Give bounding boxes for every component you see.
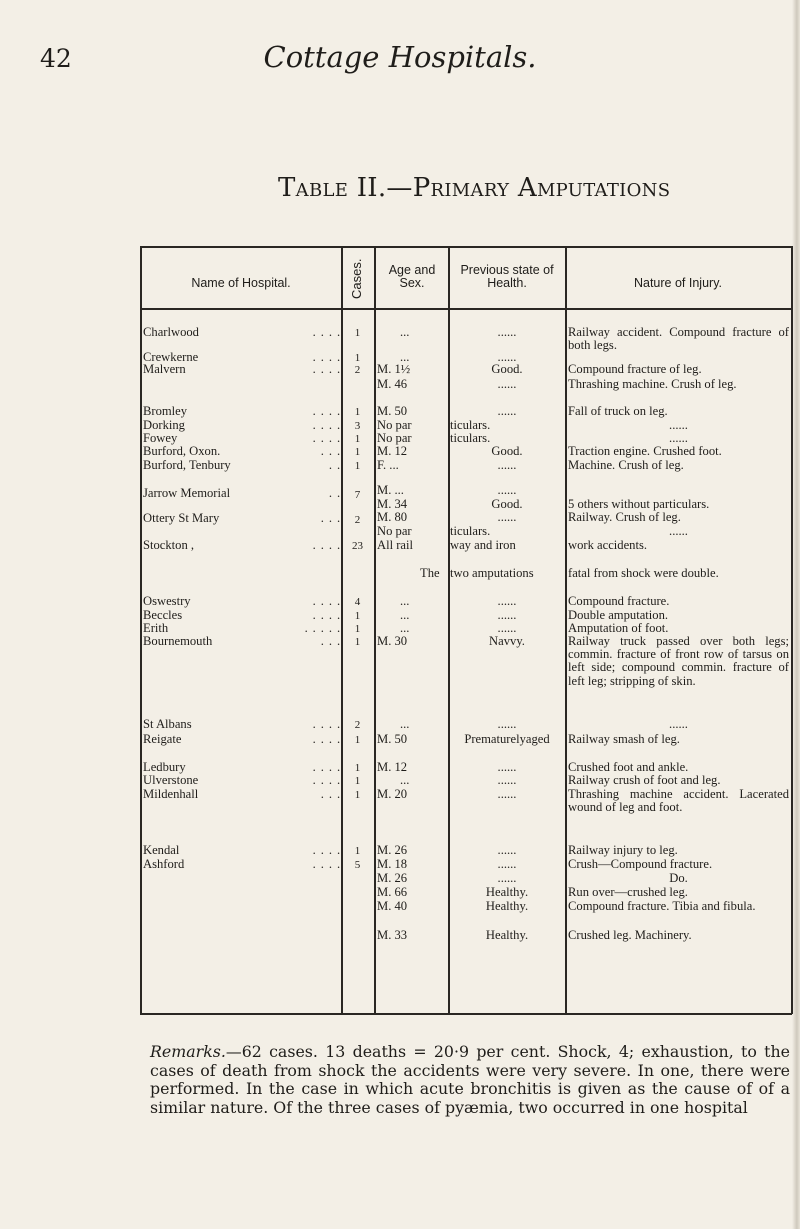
table-row-hospital xyxy=(143,487,341,500)
leader-dots: . . . . xyxy=(312,404,341,418)
injury-cell: Machine. Crush of leg. xyxy=(568,458,684,472)
health-cell: ...... xyxy=(497,608,517,622)
table-row-hospital xyxy=(143,459,341,472)
injury-cell: work accidents. xyxy=(568,538,648,552)
age-cell: ... xyxy=(400,621,410,635)
injury-cell: ...... xyxy=(669,431,688,445)
age-cell: ... xyxy=(400,325,410,339)
health-cell: ...... xyxy=(497,717,517,731)
header-previous-health: Previous state of Health. xyxy=(460,263,554,290)
hospital-name: Bournemouth xyxy=(143,634,213,648)
age-cell: M. 50 xyxy=(377,732,408,746)
cases-cell: 3 xyxy=(354,420,361,432)
hospital-name: Ledbury xyxy=(143,760,186,774)
age-cell: M. 1½ xyxy=(377,362,411,376)
table-row-hospital xyxy=(143,512,341,525)
leader-dots: . . . xyxy=(320,787,341,801)
cases-cell: 1 xyxy=(354,460,361,472)
age-cell: M. 26 xyxy=(377,871,408,885)
age-cell: No par xyxy=(377,524,412,538)
health-cell: Prematurelyaged xyxy=(464,732,550,746)
cases-cell: 1 xyxy=(354,610,361,622)
age-cell: ... xyxy=(400,594,410,608)
table-row-hospital xyxy=(143,733,341,746)
leader-dots: . . . . xyxy=(312,773,341,787)
leader-dots: . . . xyxy=(320,444,341,458)
cases-cell: 2 xyxy=(354,514,361,526)
injury-cell: Railway injury to leg. xyxy=(568,843,678,857)
health-cell: Healthy. xyxy=(485,885,529,899)
age-cell: M. 30 xyxy=(377,634,408,648)
injury-cell: Fall of truck on leg. xyxy=(568,404,668,418)
age-cell: M. ... xyxy=(377,483,404,497)
header-hospital: Name of Hospital. xyxy=(191,276,291,290)
health-cell: Healthy. xyxy=(485,899,529,913)
hospital-name: Ottery St Mary xyxy=(143,511,220,525)
hospital-name: Charlwood xyxy=(143,325,199,339)
health-cell: ...... xyxy=(497,458,517,472)
hospital-name: Burford, Oxon. xyxy=(143,444,221,458)
age-cell: M. 20 xyxy=(377,787,408,801)
header-cases: Cases. xyxy=(349,258,364,299)
hospital-name: St Albans xyxy=(143,717,192,731)
health-cell: Good. xyxy=(491,497,523,511)
injury-cell: Railway. Crush of leg. xyxy=(568,510,681,524)
health-cell: ...... xyxy=(497,325,517,339)
cases-cell: 1 xyxy=(354,446,361,458)
health-cell: ...... xyxy=(497,621,517,635)
table-row-hospital xyxy=(143,718,341,731)
running-head: Cottage Hospitals. xyxy=(263,40,537,74)
age-cell: M. 18 xyxy=(377,857,408,871)
age-cell: All rail xyxy=(377,538,414,552)
header-age: Age and Sex. xyxy=(388,263,436,290)
table-row-hospital xyxy=(143,326,341,339)
leader-dots: . . . . xyxy=(312,538,341,552)
hospital-name: Dorking xyxy=(143,418,185,432)
hospital-name: Fowey xyxy=(143,431,178,445)
age-cell: M. 12 xyxy=(377,444,408,458)
age-cell: ... xyxy=(400,773,410,787)
hospital-name: Jarrow Memorial xyxy=(143,486,231,500)
note-text: The xyxy=(420,566,440,580)
note-text: two amputations xyxy=(450,566,534,580)
page-edge xyxy=(792,0,800,1229)
health-cell: ...... xyxy=(497,760,517,774)
health-cell: way and iron xyxy=(450,538,516,552)
age-cell: M. 26 xyxy=(377,843,408,857)
leader-dots: . . . . xyxy=(312,760,341,774)
cases-cell: 2 xyxy=(354,719,361,731)
table-row-hospital xyxy=(143,635,341,648)
health-cell: Navvy. xyxy=(489,634,525,648)
injury-cell: Do. xyxy=(669,871,688,885)
leader-dots: . . . . xyxy=(312,431,341,445)
table-row-hospital xyxy=(143,858,341,871)
age-cell: No par xyxy=(377,431,412,445)
health-cell: Healthy. xyxy=(485,928,529,942)
leader-dots: . . . . xyxy=(312,843,341,857)
leader-dots: . . . . xyxy=(312,857,341,871)
cases-cell: 7 xyxy=(354,489,361,501)
hospital-name: Beccles xyxy=(143,608,183,622)
cases-cell: 1 xyxy=(354,845,361,857)
leader-dots: . . . . xyxy=(312,732,341,746)
remarks-label: Remarks. xyxy=(150,1042,226,1061)
cases-cell: 1 xyxy=(354,352,361,364)
health-cell: ...... xyxy=(497,350,517,364)
injury-cell: Railway truck passed over both legs; commin. fracture of front row of tarsus on left side; compound commin. fracture of left leg; stripping of skin. xyxy=(568,634,789,688)
cases-cell: 1 xyxy=(354,406,361,418)
table-row-hospital xyxy=(143,595,341,608)
page-number: 42 xyxy=(40,44,72,73)
leader-dots: . . . . . xyxy=(304,621,341,635)
cases-cell: 1 xyxy=(354,623,361,635)
age-cell: M. 34 xyxy=(377,497,408,511)
cases-cell: 1 xyxy=(354,636,361,648)
age-cell: M. 12 xyxy=(377,760,408,774)
cases-cell: 1 xyxy=(354,433,361,445)
hospital-name: Bromley xyxy=(143,404,188,418)
cases-cell: 2 xyxy=(354,364,361,376)
leader-dots: . . xyxy=(328,486,341,500)
leader-dots: . . . . xyxy=(312,717,341,731)
leader-dots: . . . . xyxy=(312,350,341,364)
injury-cell: Double amputation. xyxy=(568,608,669,622)
injury-cell: 5 others without particulars. xyxy=(568,497,710,511)
table-row-hospital xyxy=(143,788,341,801)
cases-cell: 23 xyxy=(352,540,363,552)
age-cell: M. 80 xyxy=(377,510,408,524)
injury-cell: Compound fracture of leg. xyxy=(568,362,702,376)
health-cell: ...... xyxy=(497,857,517,871)
injury-cell: Railway crush of foot and leg. xyxy=(568,773,721,787)
injury-cell: Compound fracture. xyxy=(568,594,670,608)
cases-cell: 1 xyxy=(354,762,361,774)
age-cell: ... xyxy=(400,717,410,731)
health-cell: ...... xyxy=(497,404,517,418)
health-cell: ...... xyxy=(497,843,517,857)
cases-cell: 1 xyxy=(354,775,361,787)
injury-cell: Thrashing machine accident. Lacerated wound of leg and foot. xyxy=(568,787,789,815)
injury-cell: Crushed foot and ankle. xyxy=(568,760,689,774)
hospital-name: Ulverstone xyxy=(143,773,199,787)
cases-cell: 1 xyxy=(354,789,361,801)
age-cell: F. ... xyxy=(377,458,399,472)
table-row-hospital xyxy=(143,445,341,458)
age-cell: M. 40 xyxy=(377,899,408,913)
hospital-name: Burford, Tenbury xyxy=(143,458,231,472)
remarks-text: —62 cases. 13 deaths = 20·9 per cent. Shock, 4; exhaustion, to the cases of death from shock the accidents were very severe. In one, there were performed. In the case in which acute bronchitis is given as the cause of of a similar nature. Of the three cases of pyæmia, two occurred in one hospital xyxy=(150,1042,790,1117)
injury-cell: Crush—Compound fracture. xyxy=(568,857,713,871)
health-cell: ...... xyxy=(497,773,517,787)
hospital-name: Crewkerne xyxy=(143,350,199,364)
hospital-name: Mildenhall xyxy=(143,787,199,801)
cases-cell: 1 xyxy=(354,734,361,746)
age-cell: M. 50 xyxy=(377,404,408,418)
header-nature-of-injury: Nature of Injury. xyxy=(633,276,722,290)
injury-cell: ...... xyxy=(669,717,688,731)
leader-dots: . . xyxy=(328,458,341,472)
age-cell: ... xyxy=(400,350,410,364)
injury-cell: Railway smash of leg. xyxy=(568,732,680,746)
injury-cell: ...... xyxy=(669,418,688,432)
health-cell: ...... xyxy=(497,787,517,801)
table-row-hospital xyxy=(143,405,341,418)
health-cell: ...... xyxy=(497,594,517,608)
injury-cell: Railway accident. Compound fracture of both legs. xyxy=(568,325,789,353)
age-cell: ... xyxy=(400,608,410,622)
table-row-hospital xyxy=(143,539,341,552)
injury-cell: Compound fracture. Tibia and fibula. xyxy=(568,899,756,913)
leader-dots: . . . . xyxy=(312,608,341,622)
cases-cell: 1 xyxy=(354,327,361,339)
remarks-paragraph xyxy=(150,1043,790,1117)
health-cell: ticulars. xyxy=(450,431,491,445)
hospital-name: Erith xyxy=(143,621,169,635)
hospital-name: Ashford xyxy=(143,857,185,871)
health-cell: ...... xyxy=(497,483,517,497)
hospital-name: Stockton , xyxy=(143,538,195,552)
injury-cell: Run over—crushed leg. xyxy=(568,885,688,899)
hospital-name: Kendal xyxy=(143,843,180,857)
cases-cell: 5 xyxy=(354,859,361,871)
injury-cell: Amputation of foot. xyxy=(568,621,669,635)
injury-cell: ...... xyxy=(669,524,688,538)
injury-cell: Traction engine. Crushed foot. xyxy=(568,444,722,458)
table-row-hospital xyxy=(143,774,341,787)
leader-dots: . . . . xyxy=(312,325,341,339)
injury-cell: Crushed leg. Machinery. xyxy=(568,928,692,942)
health-cell: ...... xyxy=(497,510,517,524)
note-text: fatal from shock were double. xyxy=(568,566,719,580)
health-cell: ticulars. xyxy=(450,418,491,432)
leader-dots: . . . xyxy=(320,634,341,648)
health-cell: Good. xyxy=(491,362,523,376)
age-cell: M. 66 xyxy=(377,885,408,899)
age-cell: M. 33 xyxy=(377,928,408,942)
hospital-name: Malvern xyxy=(143,362,186,376)
health-cell: ...... xyxy=(497,377,517,391)
hospital-name: Oswestry xyxy=(143,594,191,608)
injury-cell: Thrashing machine. Crush of leg. xyxy=(568,377,737,391)
health-cell: ...... xyxy=(497,871,517,885)
hospital-name: Reigate xyxy=(143,732,182,746)
leader-dots: . . . xyxy=(320,511,341,525)
leader-dots: . . . . xyxy=(312,594,341,608)
age-cell: M. 46 xyxy=(377,377,408,391)
leader-dots: . . . . xyxy=(312,362,341,376)
table-title: Table II.—Primary Amputations xyxy=(278,173,671,203)
health-cell: ticulars. xyxy=(450,524,491,538)
cases-cell: 4 xyxy=(354,596,361,608)
table-row-hospital xyxy=(143,844,341,857)
leader-dots: . . . . xyxy=(312,418,341,432)
table-row-hospital xyxy=(143,363,341,376)
health-cell: Good. xyxy=(491,444,523,458)
age-cell: No par xyxy=(377,418,412,432)
